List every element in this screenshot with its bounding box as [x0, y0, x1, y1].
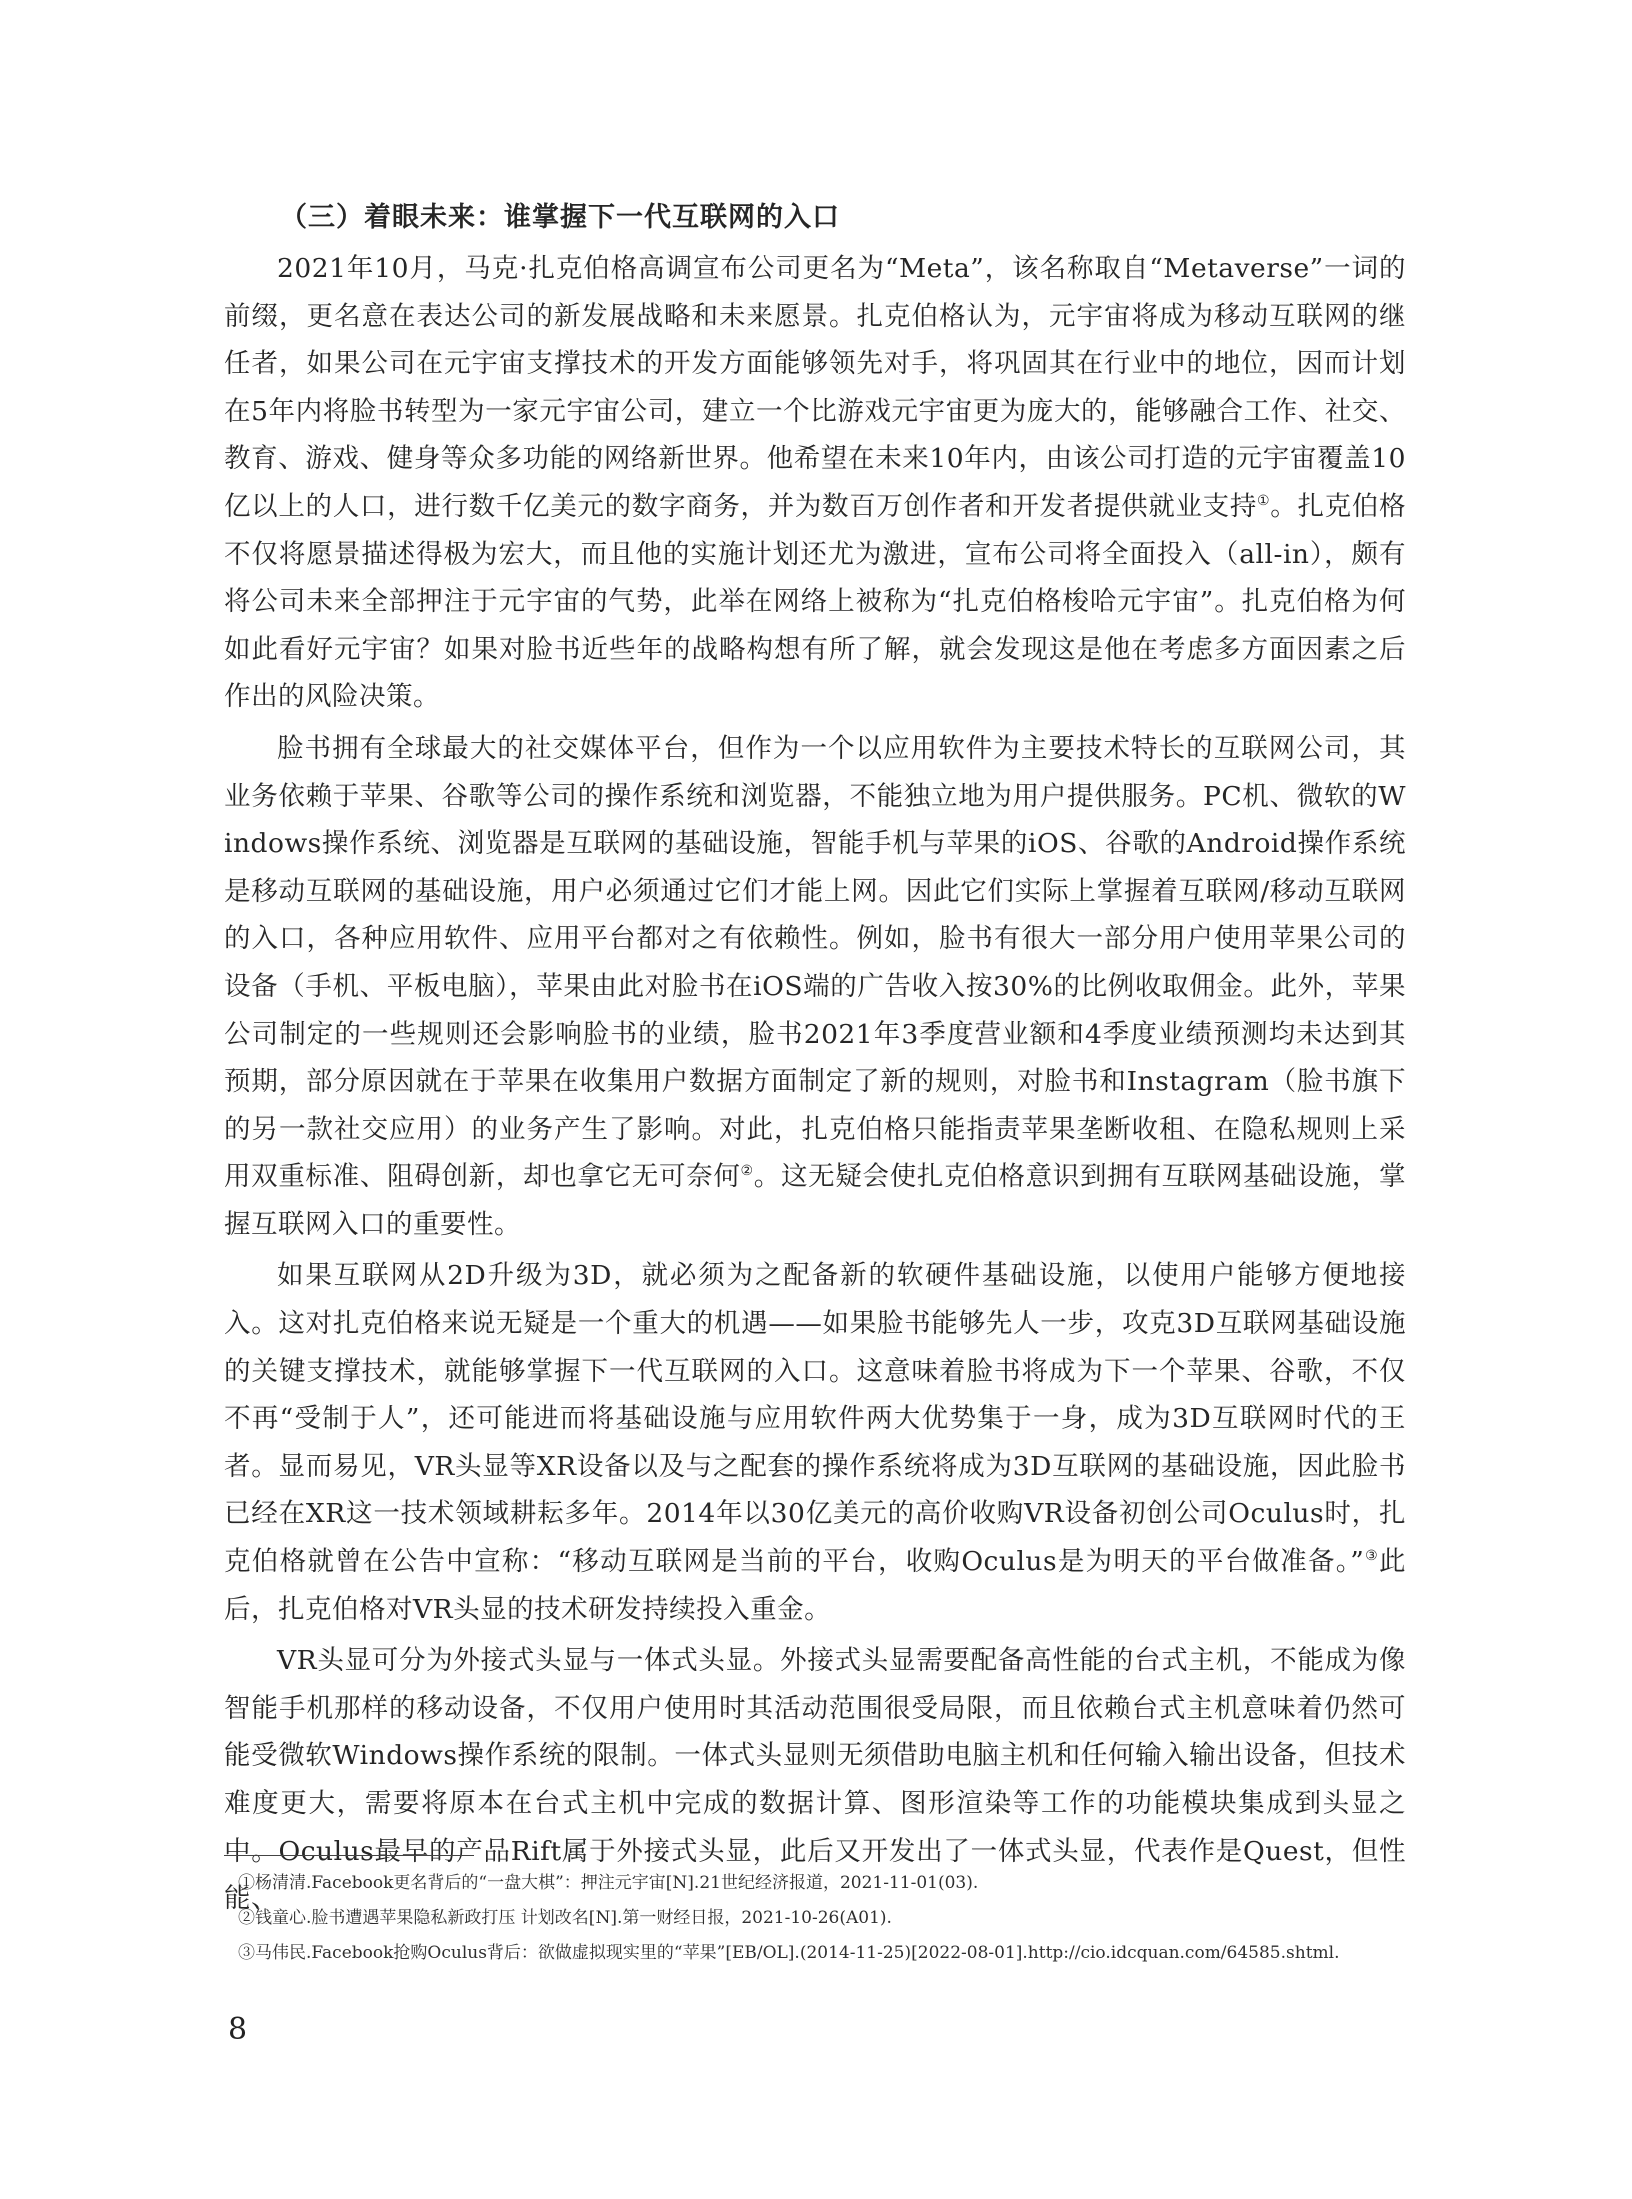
paragraph-text: 。这无疑会使扎克伯格意识到拥有互联网基础设施，掌握互联网入口的重要性。	[224, 1161, 1407, 1240]
footnote-1: ①杨清清.Facebook更名背后的“一盘大棋”：押注元宇宙[N].21世纪经济报道，2021-11-01(03).	[238, 1873, 979, 1893]
footnote-3: ③马伟民.Facebook抢购Oculus背后：欲做虚拟现实里的“苹果”[EB/OL].(2014-11-25)[2022-08-01].http://cio.idcquan.com/64585.shtml.	[238, 1943, 1340, 1963]
page-number: 8	[228, 2012, 248, 2047]
paragraph-3	[224, 1252, 1406, 1633]
paragraph-text: 脸书拥有全球最大的社交媒体平台，但作为一个以应用软件为主要技术特长的互联网公司，其业务依赖于苹果、谷歌等公司的操作系统和浏览器，不能独立地为用户提供服务。PC机、微软的Windows操作系统、浏览器是互联网的基础设施，智能手机与苹果的iOS、谷歌的Android操作系统是移动互联网的基础设施，用户必须通过它们才能上网。因此它们实际上掌握着互联网/移动互联网的入口，各种应用软件、应用平台都对之有依赖性。例如，脸书有很大一部分用户使用苹果公司的设备（手机、平板电脑），苹果由此对脸书在iOS端的广告收入按30%的比例收取佣金。此外，苹果公司制定的一些规则还会影响脸书的业绩，脸书2021年3季度营业额和4季度业绩预测均未达到其预期，部分原因就在于苹果在收集用户数据方面制定了新的规则，对脸书和Instagram（脸书旗下的另一款社交应用）的业务产生了影响。对此，扎克伯格只能指责苹果垄断收租、在隐私规则上采用双重标准、阻碍创新，却也拿它无可奈何	[224, 732, 1406, 1193]
footnote-ref-2[interactable]: ②	[740, 1163, 754, 1180]
footnotes	[238, 1866, 1406, 1971]
paragraph-text: 。扎克伯格不仅将愿景描述得极为宏大，而且他的实施计划还尤为激进，宣布公司将全面投入（all-in），颇有将公司未来全部押注于元宇宙的气势，此举在网络上被称为“扎克伯格梭哈元宇宙”。扎克伯格为何如此看好元宇宙？如果对脸书近些年的战略构想有所了解，就会发现这是他在考虑多方面因素之后作出的风险决策。	[224, 490, 1407, 713]
paragraph-text: 2021年10月，马克·扎克伯格高调宣布公司更名为“Meta”，该名称取自“Metaverse”一词的前缀，更名意在表达公司的新发展战略和未来愿景。扎克伯格认为，元宇宙将成为移动互联网的继任者，如果公司在元宇宙支撑技术的开发方面能够领先对手，将巩固其在行业中的地位，因而计划在5年内将脸书转型为一家元宇宙公司，建立一个比游戏元宇宙更为庞大的，能够融合工作、社交、教育、游戏、健身等众多功能的网络新世界。他希望在未来10年内，由该公司打造的元宇宙覆盖10亿以上的人口，进行数千亿美元的数字商务，并为数百万创作者和开发者提供就业支持	[224, 253, 1406, 522]
section-heading: （三）着眼未来：谁掌握下一代互联网的入口	[280, 202, 840, 233]
paragraph-1	[224, 245, 1406, 721]
paragraph-text: VR头显可分为外接式头显与一体式头显。外接式头显需要配备高性能的台式主机，不能成为像智能手机那样的移动设备，不仅用户使用时其活动范围很受局限，而且依赖台式主机意味着仍然可能受微软Windows操作系统的限制。一体式头显则无须借助电脑主机和任何输入输出设备，但技术难度更大，需要将原本在台式主机中完成的数据计算、图形渲染等工作的功能模块集成到头显之中。Oculus最早的产品Rift属于外接式头显，此后又开发出了一体式头显，代表作是Quest，但性能、	[224, 1645, 1406, 1915]
footnote-ref-3[interactable]: ③	[1364, 1548, 1379, 1565]
body-text	[224, 245, 1406, 1923]
footnote-divider	[224, 1855, 474, 1856]
paragraph-text: 此后，扎克伯格对VR头显的技术研发持续投入重金。	[224, 1546, 1406, 1625]
paragraph-text: 如果互联网从2D升级为3D，就必须为之配备新的软硬件基础设施，以使用户能够方便地接入。这对扎克伯格来说无疑是一个重大的机遇——如果脸书能够先人一步，攻克3D互联网基础设施的关键支撑技术，就能够掌握下一代互联网的入口。这意味着脸书将成为下一个苹果、谷歌，不仅不再“受制于人”，还可能进而将基础设施与应用软件两大优势集于一身，成为3D互联网时代的王者。显而易见，VR头显等XR设备以及与之配套的操作系统将成为3D互联网的基础设施，因此脸书已经在XR这一技术领域耕耘多年。2014年以30亿美元的高价收购VR设备初创公司Oculus时，扎克伯格就曾在公告中宣称：“移动互联网是当前的平台，收购Oculus是为明天的平台做准备。”	[224, 1260, 1406, 1578]
footnote-2: ②钱童心.脸书遭遇苹果隐私新政打压 计划改名[N].第一财经日报，2021-10-26(A01).	[238, 1908, 892, 1928]
paragraph-2	[224, 725, 1406, 1249]
footnote-ref-1[interactable]: ①	[1257, 493, 1271, 510]
